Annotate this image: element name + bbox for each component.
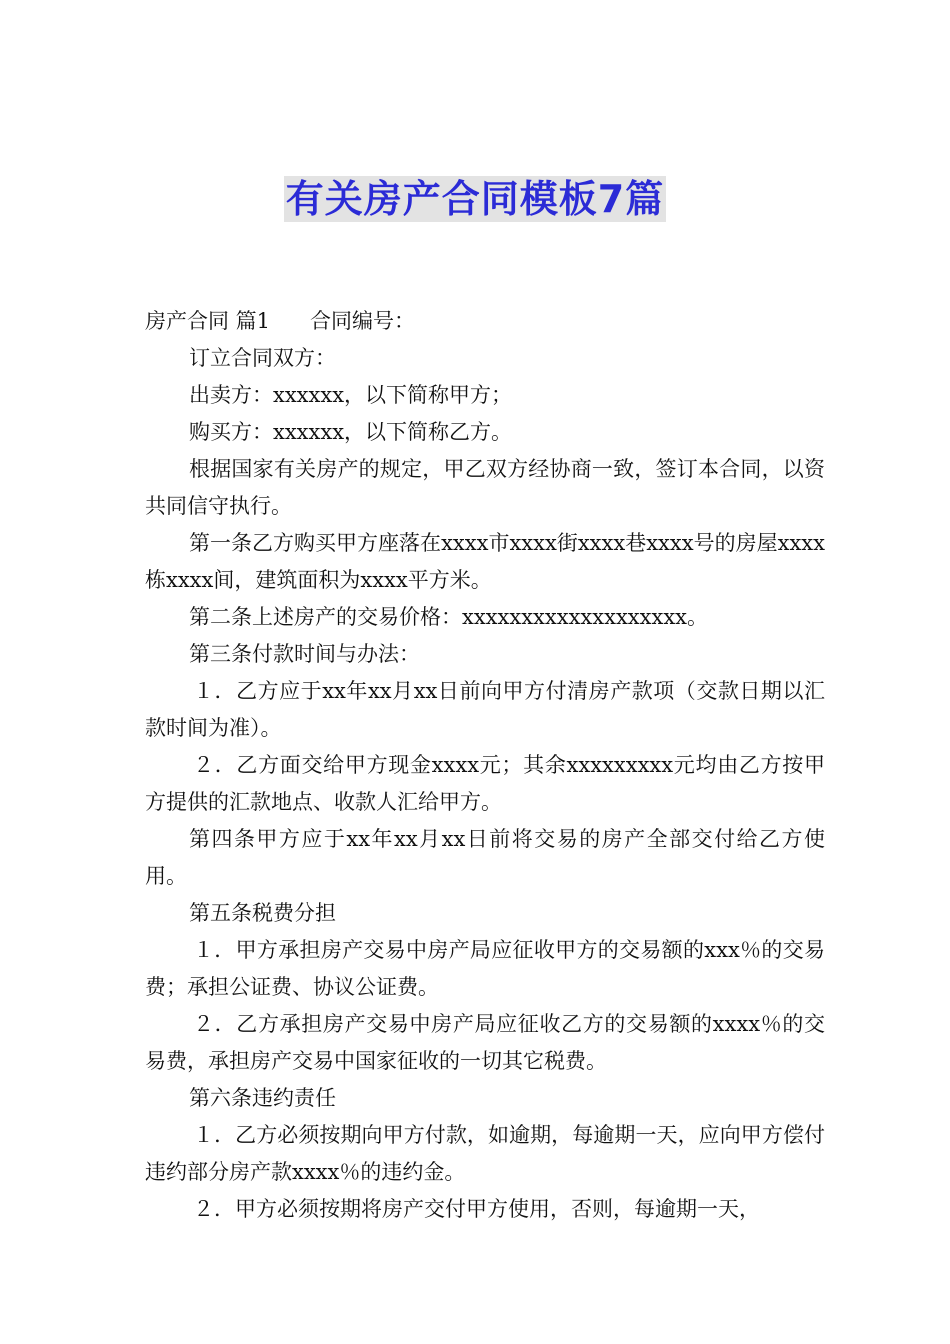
paragraph-article-3: 第三条付款时间与办法： (189, 642, 420, 666)
paragraph-article-6-item-1: １．乙方必须按期向甲方付款，如逾期，每逾期一天，应向甲方偿付违约部分房产款xxxx％的违约金。 (145, 1123, 825, 1184)
paragraph-article-6: 第六条违约责任 (189, 1086, 336, 1110)
paragraph-article-6-item-2: ２．甲方必须按期将房产交付甲方使用，否则，每逾期一天， (193, 1197, 760, 1221)
paragraph-seller: 出卖方：xxxxxx，以下简称甲方； (189, 383, 513, 407)
paragraph-article-2: 第二条上述房产的交易价格：xxxxxxxxxxxxxxxxxxx。 (189, 605, 709, 629)
paragraph-article-5-item-1: １．甲方承担房产交易中房产局应征收甲方的交易额的xxx％的交易费；承担公证费、协议公证费。 (145, 938, 825, 999)
first-line (145, 303, 825, 340)
paragraph-parties: 订立合同双方： (189, 346, 336, 370)
document-title-container (0, 176, 950, 222)
paragraph-article-1: 第一条乙方购买甲方座落在xxxx市xxxx街xxxx巷xxxx号的房屋xxxx栋xxxx间，建筑面积为xxxx平方米。 (145, 531, 825, 592)
paragraph-buyer: 购买方：xxxxxx，以下简称乙方。 (189, 420, 513, 444)
paragraph-article-5-item-2: ２．乙方承担房产交易中房产局应征收乙方的交易额的xxxx％的交易费，承担房产交易中国家征收的一切其它税费。 (145, 1012, 825, 1073)
section-heading: 房产合同 篇1 (145, 309, 271, 333)
document-title: 有关房产合同模板7篇 (285, 177, 665, 221)
document-body (145, 303, 825, 1228)
paragraph-article-5: 第五条税费分担 (189, 901, 336, 925)
contract-number-label: 合同编号： (310, 309, 416, 333)
paragraph-article-4: 第四条甲方应于xx年xx月xx日前将交易的房产全部交付给乙方使用。 (145, 827, 825, 888)
paragraph-article-3-item-1: １．乙方应于xx年xx月xx日前向甲方付清房产款项（交款日期以汇款时间为准）。 (145, 679, 825, 740)
paragraph-article-3-item-2: ２．乙方面交给甲方现金xxxx元；其余xxxxxxxxx元均由乙方按甲方提供的汇款地点、收款人汇给甲方。 (145, 753, 825, 814)
paragraph-preamble: 根据国家有关房产的规定，甲乙双方经协商一致，签订本合同，以资共同信守执行。 (145, 457, 825, 518)
